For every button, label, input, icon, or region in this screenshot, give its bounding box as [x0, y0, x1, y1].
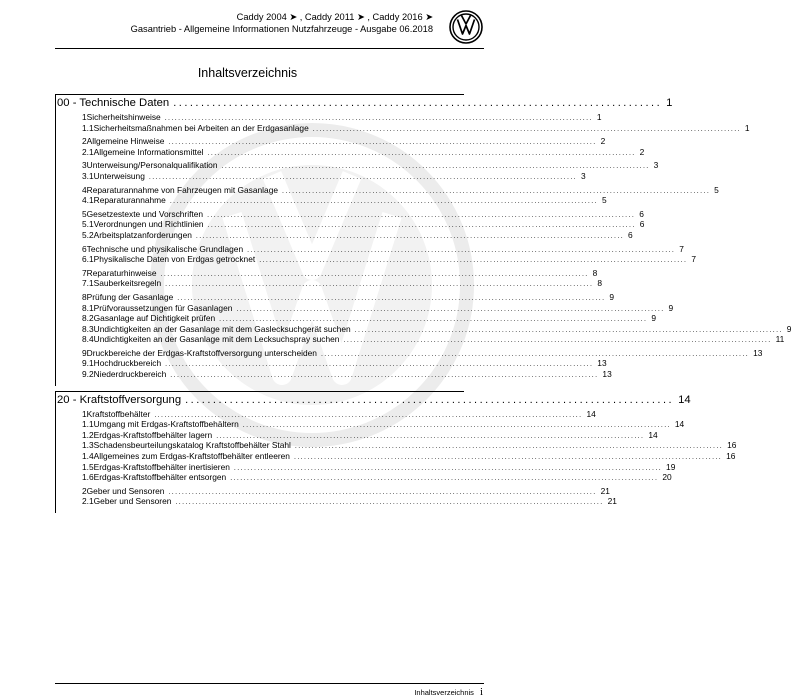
entry-number: 1.5 [82, 461, 94, 472]
toc-entry[interactable] [55, 472, 672, 483]
entry-page-number: 8 [592, 267, 598, 278]
toc-entry[interactable] [55, 146, 645, 158]
toc-entry[interactable] [55, 369, 612, 380]
leader-dots: ................................................................................................................................ [148, 173, 578, 181]
entry-number: 3 [82, 160, 87, 171]
entry-title: Allgemeines zum Erdgas-Kraftstoffbehälter entleeren [93, 451, 290, 462]
entry-page-number: 2 [639, 146, 645, 157]
entry-title: Erdgas-Kraftstoffbehälter inertisieren [93, 461, 230, 472]
toc-entry[interactable] [55, 112, 602, 123]
entry-number: 1.3 [82, 440, 94, 451]
toc-section [55, 94, 791, 380]
entry-title: Unterweisung [93, 170, 145, 181]
toc-entry[interactable] [55, 160, 659, 171]
toc-entry[interactable] [55, 184, 719, 196]
entry-title: Allgemeine Informationsmittel [93, 146, 204, 157]
entry-title: Prüfvoraussetzungen für Gasanlagen [93, 302, 233, 313]
entry-page-number: 3 [581, 170, 586, 181]
entry-page-number: 11 [775, 334, 785, 345]
entry-number: 4.1 [82, 195, 94, 206]
toc-section-heading[interactable] [55, 391, 691, 407]
entry-number: 1.4 [82, 451, 94, 462]
entry-title: Prüfung der Gasanlage [86, 291, 174, 302]
entry-number: 1.2 [82, 429, 94, 440]
leader-dots: ................................................................................................................................ [343, 337, 772, 345]
entry-page-number: 6 [639, 208, 644, 219]
toc-entry[interactable] [55, 291, 615, 303]
entry-title: Sicherheitshinweise [86, 112, 161, 122]
entry-page-number: 14 [586, 408, 596, 419]
entry-title: Schadensbeurteilungskatalog Kraftstoffbehälter Stahl [93, 440, 291, 451]
entry-number: 2 [82, 136, 87, 147]
toc-entry[interactable] [55, 440, 737, 451]
entry-number: 8.4 [82, 334, 94, 345]
document-header [131, 11, 433, 35]
leader-dots: ................................................................................................................................ [154, 411, 583, 419]
entry-page-number: 7 [679, 243, 684, 254]
entry-page-number: 13 [597, 358, 607, 369]
entry-number: 1 [82, 112, 87, 122]
leader-dots: ................................................................................................................................ [247, 246, 676, 254]
entry-number: 6.1 [82, 254, 94, 265]
entry-number: 2.1 [82, 496, 94, 507]
leader-dots: ................................................................................................................................ [233, 464, 663, 472]
entry-page-number: 14 [674, 419, 685, 430]
footer-page-number: i [479, 686, 483, 698]
toc-entry[interactable] [55, 313, 656, 324]
entry-page-number: 2 [600, 136, 606, 147]
entry-title: Kraftstoffbehälter [86, 408, 151, 419]
entry-number: 7 [82, 267, 87, 278]
entry-title: Technische und physikalische Grundlagen [86, 243, 244, 254]
leader-dots: ................................................................................................................................ [164, 115, 593, 122]
section-page-number: 14 [678, 393, 691, 406]
toc-entry[interactable] [55, 208, 644, 220]
entry-number: 2 [82, 485, 87, 496]
entry-number: 5.2 [82, 229, 94, 240]
entry-page-number: 3 [653, 160, 659, 171]
entry-title: Reparaturannahme von Fahrzeugen mit Gasanlage [86, 184, 279, 195]
entry-number: 1.6 [82, 472, 94, 483]
entry-page-number: 14 [648, 429, 658, 440]
toc-entry[interactable] [55, 267, 598, 279]
toc-entry[interactable] [55, 419, 685, 430]
page-title: Inhaltsverzeichnis [197, 66, 298, 80]
footer-label: Inhaltsverzeichnis [414, 688, 474, 697]
leader-dots: ................................................................................................................................ [170, 372, 599, 380]
header-divider [55, 48, 484, 49]
entry-number: 8.3 [82, 323, 94, 334]
entry-number: 9 [82, 347, 87, 358]
entry-page-number: 6 [639, 219, 645, 230]
toc-entry[interactable] [55, 323, 791, 335]
leader-dots: ................................................................................................................................ [160, 270, 589, 278]
toc-entry[interactable] [55, 408, 596, 420]
entry-title: Niederdruckbereich [93, 369, 167, 380]
entry-title: Geber und Sensoren [93, 496, 172, 507]
section-title: 00 - Technische Daten [57, 97, 170, 109]
entry-number: 8 [82, 291, 87, 302]
toc-entry[interactable] [55, 278, 602, 289]
entry-number: 6 [82, 243, 87, 254]
toc-section-heading[interactable] [55, 94, 673, 110]
entry-page-number: 9 [668, 302, 674, 313]
toc-entry[interactable] [55, 122, 750, 134]
page-footer [414, 686, 483, 698]
toc-entry[interactable] [55, 219, 645, 230]
leader-dots: ................................................................................................................................ [293, 454, 723, 462]
leader-dots: ................................................................................................................................ [216, 432, 645, 440]
leader-dots: ................................................................................................................................ [207, 211, 636, 219]
entry-title: Erdgas-Kraftstoffbehälter lagern [93, 429, 213, 440]
toc-entry[interactable] [55, 334, 785, 345]
entry-page-number: 16 [727, 440, 737, 451]
entry-title: Sicherheitsmaßnahmen bei Arbeiten an der Erdgasanlage [93, 122, 309, 133]
toc-entry[interactable] [55, 302, 674, 314]
leader-dots: ................................................................................................................................ [242, 422, 671, 430]
leader-dots: ................................................................................................................................ [354, 326, 783, 334]
leader-dots: ................................................................................................................................ [168, 488, 597, 496]
leader-dots: ................................................................................................................................ [177, 294, 606, 302]
entry-number: 9.2 [82, 369, 94, 380]
leader-dots: ........................................................................................ [173, 97, 663, 109]
toc-entry[interactable] [55, 358, 607, 369]
entry-title: Reparaturhinweise [86, 267, 157, 278]
entry-title: Arbeitsplatzanforderungen [93, 229, 192, 240]
toc-entry[interactable] [55, 451, 736, 462]
entry-page-number: 5 [714, 184, 719, 195]
toc-entry[interactable] [55, 347, 763, 359]
toc-entry[interactable] [55, 195, 607, 206]
entry-page-number: 8 [597, 278, 602, 289]
entry-page-number: 1 [744, 122, 750, 133]
entry-title: Gasanlage auf Dichtigkeit prüfen [93, 313, 216, 324]
leader-dots: ................................................................................................................................ [294, 443, 724, 451]
entry-number: 8.2 [82, 313, 94, 324]
leader-dots: ................................................................................................................................ [219, 316, 648, 324]
entry-page-number: 16 [726, 451, 736, 462]
entry-page-number: 9 [651, 313, 656, 324]
entry-number: 5 [82, 208, 87, 219]
entry-title: Allgemeine Hinweise [86, 136, 165, 147]
entry-number: 3.1 [82, 170, 94, 181]
entry-page-number: 13 [602, 369, 612, 380]
leader-dots: ........................................................................................ [185, 393, 675, 406]
leader-dots: ................................................................................................................................ [175, 499, 604, 507]
entry-number: 7.1 [82, 278, 94, 289]
leader-dots: ................................................................................................................................ [207, 149, 636, 157]
entry-title: Physikalische Daten von Erdgas getrocknet [93, 254, 256, 265]
leader-dots: ................................................................................................................................ [312, 125, 741, 133]
leader-dots: ................................................................................................................................ [221, 163, 650, 171]
section-title: 20 - Kraftstoffversorgung [57, 393, 182, 406]
entry-title: Druckbereiche der Erdgas-Kraftstoffversorgung unterscheiden [86, 347, 317, 358]
entry-number: 1 [82, 408, 87, 419]
section-page-number: 1 [666, 97, 673, 109]
entry-title: Erdgas-Kraftstoffbehälter entsorgen [93, 472, 227, 483]
entry-number: 1.1 [82, 122, 94, 133]
entry-number: 2.1 [82, 146, 94, 157]
entry-title: Undichtigkeiten an der Gasanlage mit dem Gaslecksuchgerät suchen [93, 323, 351, 334]
toc-entry[interactable] [55, 136, 606, 147]
entry-title: Geber und Sensoren [86, 485, 165, 496]
toc-entry[interactable] [55, 485, 610, 497]
entry-number: 5.1 [82, 219, 94, 230]
leader-dots: ................................................................................................................................ [230, 475, 659, 483]
toc-entries [55, 110, 791, 380]
toc-entry[interactable] [55, 429, 658, 441]
toc-entry[interactable] [55, 496, 617, 507]
entry-title: Unterweisung/Personalqualifikation [86, 160, 218, 171]
leader-dots: ................................................................................................................................ [168, 139, 597, 147]
entry-number: 1.1 [82, 419, 94, 430]
entry-page-number: 1 [596, 112, 602, 122]
toc-entry[interactable] [55, 243, 684, 255]
entry-title: Verordnungen und Richtlinien [93, 219, 204, 230]
toc-entries [55, 407, 737, 507]
entry-title: Gesetzestexte und Vorschriften [86, 208, 204, 219]
toc-entry[interactable] [55, 170, 586, 182]
leader-dots: ................................................................................................................................ [169, 198, 598, 206]
entry-page-number: 9 [609, 291, 615, 302]
section-rule [55, 94, 56, 386]
footer-divider [55, 683, 484, 684]
leader-dots: ................................................................................................................................ [165, 281, 594, 289]
entry-title: Undichtigkeiten an der Gasanlage mit dem Lecksuchspray suchen [93, 334, 340, 345]
entry-number: 8.1 [82, 302, 94, 313]
entry-page-number: 21 [600, 485, 610, 496]
leader-dots: ................................................................................................................................ [207, 222, 636, 230]
entry-page-number: 6 [628, 229, 633, 240]
entry-title: Hochdruckbereich [93, 358, 162, 369]
toc-section [55, 391, 737, 507]
entry-title: Sauberkeitsregeln [93, 278, 162, 289]
leader-dots: ................................................................................................................................ [320, 350, 750, 358]
entry-page-number: 21 [607, 496, 617, 507]
section-rule [55, 391, 56, 513]
leader-dots: ................................................................................................................................ [195, 232, 625, 240]
toc-entry[interactable] [55, 229, 633, 241]
toc-entry[interactable] [55, 254, 697, 265]
leader-dots: ................................................................................................................................ [259, 257, 688, 265]
toc-entry[interactable] [55, 461, 676, 473]
entry-page-number: 5 [601, 195, 607, 206]
entry-page-number: 9 [786, 323, 791, 334]
leader-dots: ................................................................................................................................ [236, 305, 665, 313]
entry-number: 9.1 [82, 358, 94, 369]
entry-title: Reparaturannahme [93, 195, 166, 206]
entry-page-number: 13 [753, 347, 763, 358]
entry-number: 4 [82, 184, 87, 195]
vw-logo [449, 10, 483, 44]
leader-dots: ................................................................................................................................ [165, 361, 594, 369]
table-of-contents [55, 94, 791, 518]
entry-page-number: 20 [662, 472, 672, 483]
entry-page-number: 19 [666, 461, 676, 472]
header-subtitle: Gasantrieb - Allgemeine Informationen Nutzfahrzeuge - Ausgabe 06.2018 [130, 24, 433, 34]
entry-title: Umgang mit Erdgas-Kraftstoffbehältern [93, 419, 239, 430]
leader-dots: ................................................................................................................................ [282, 187, 711, 195]
entry-page-number: 7 [691, 254, 697, 265]
header-models: Caddy 2004 ➤ , Caddy 2011 ➤ , Caddy 2016 ➤ [236, 12, 433, 22]
